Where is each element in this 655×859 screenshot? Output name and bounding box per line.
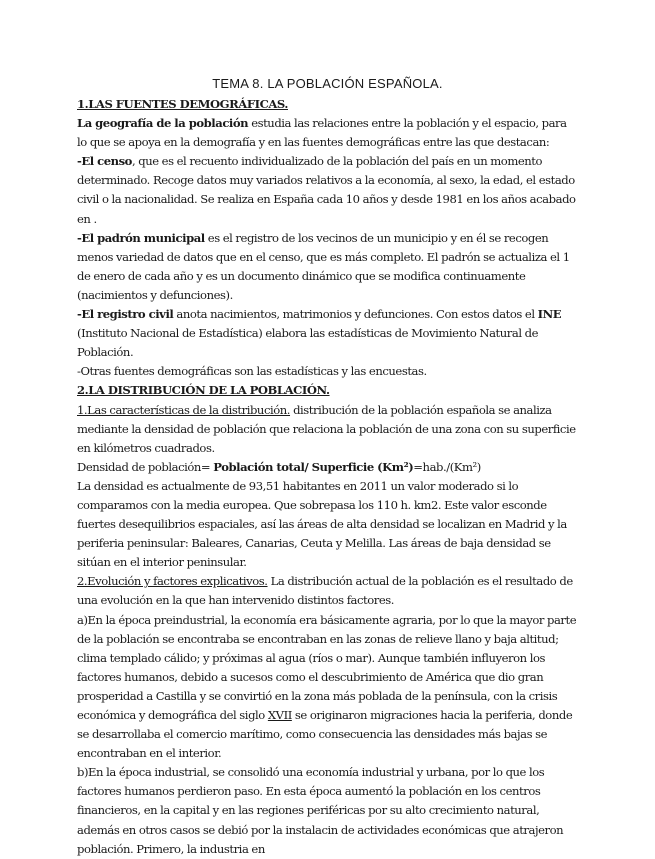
section-2-heading [77,381,577,400]
paragraph-formula-densidad [77,458,577,477]
century-xvii: XVII [267,708,292,722]
paragraph-evolucion [77,572,577,610]
paragraph-registro [77,305,577,362]
paragraph-intro-text: estudia las relaciones entre la población y el espacio, para lo que se apoya en la demografía y en las fuentes demográficas entre las que destacan: [77,116,567,150]
paragraph-industrial: b)En la época industrial, se consolidó una economía industrial y urbana, por lo que los factores humanos perdieron paso. En esta época aumentó la población en los centros financieros, en la capital y en las regiones periféricas por su alto crecimiento natural, además en otros casos se debió por la instalacin de actividades económicas que atrajeron población. Primero, la industria en [77,765,564,856]
formula-prefix: Densidad de población= [77,459,214,474]
paragraph-padron-text: es el registro de los vecinos de un municipio y en él se recogen menos variedad de datos que en el censo, que es más completo. El padrón se actualiza el 1 de enero de cada año y es un documento dinámico que se modifica continuamente (nacimientos y defunciones). [77,230,570,302]
paragraph-registro-text-2: (Instituto Nacional de Estadística) elabora las estadísticas de Movimiento Natural de Población. [77,326,538,360]
paragraph-evolucion-text: La distribución actual de la población es el resultado de una evolución en la que han intervenido distintos factores. [77,574,573,608]
paragraph-caracteristicas-text: distribución de la población española se analiza mediante la densidad de población que relaciona la población de una zona con su superficie en kilómetros cuadrados. [77,402,576,455]
paragraph-densidad: La densidad es actualmente de 93,51 habitantes en 2011 un valor moderado si lo comparamos con la media europea. Que sobrepasa los 110 h. km2. Este valor esconde fuertes desequilibrios espaciales, así las áreas de alta densidad se localizan en Madrid y la periferia peninsular: Baleares, Canarias, Ceuta y Melilla. Las áreas de baja densidad se sitúan en el interior peninsular. [77,478,567,570]
document-title: TEMA 8. LA POBLACIÓN ESPAÑOLA. [212,76,443,91]
paragraph-preindustrial-text-1: a)En la época preindustrial, la economía era básicamente agraria, por lo que la mayor parte de la población se encontraba se encontraban en las zonas de relieve llano y baja altitud; clima templado cálido; y próximas al agua (ríos o mar). Aunque también influyeron los factores humanos, debido a sucesos como el descubrimiento de América que dio gran prosperidad a Castilla y se convirtió en la zona más poblada de la península, con la crisis económica y demográfica del siglo [77,612,577,722]
paragraph-padron [77,229,577,305]
section-1-heading-text: 1.LAS FUENTES DEMOGRÁFICAS. [77,97,288,111]
term-padron: -El padrón municipal [77,230,205,245]
paragraph-intro [77,114,577,152]
section-2-heading-text: 2.LA DISTRIBUCIÓN DE LA POBLACIÓN. [77,383,330,398]
paragraph-registro-text-1: anota nacimientos, matrimonios y defunciones. Con estos datos el [173,307,538,322]
formula-bold: Población total/ Superficie (Km²) [213,459,414,474]
formula-suffix: =hab./(Km²) [413,459,481,474]
paragraph-censo [77,152,577,228]
term-censo: -El censo [77,154,132,169]
paragraph-preindustrial [77,611,577,764]
term-ine: INE [537,307,562,322]
paragraph-censo-text: , que es el recuento individualizado de la población del país en un momento determinado. Recoge datos muy variados relativos a la economía, al sexo, la edad, el estado civil o la nacionalidad. Se realiza en España cada 10 años y desde 1981 en los años acabado en . [77,154,576,226]
subheading-evolucion: 2.Evolución y factores explicativos. [77,574,268,589]
paragraph-otras-fuentes: -Otras fuentes demográficas son las estadísticas y las encuestas. [77,364,427,379]
subheading-caracteristicas: 1.Las características de la distribución. [77,402,291,417]
document-body [77,95,577,859]
term-registro: -El registro civil [77,307,174,322]
paragraph-preindustrial-text-2: se originaron migraciones hacia la periferia, donde se desarrollaba el comercio marítimo, como consecuencia las densidades más bajas se encontraban en el interior. [77,708,573,761]
paragraph-caracteristicas [77,401,577,458]
section-1-heading [77,95,577,114]
term-geografia: La geografía de la población [77,116,249,131]
